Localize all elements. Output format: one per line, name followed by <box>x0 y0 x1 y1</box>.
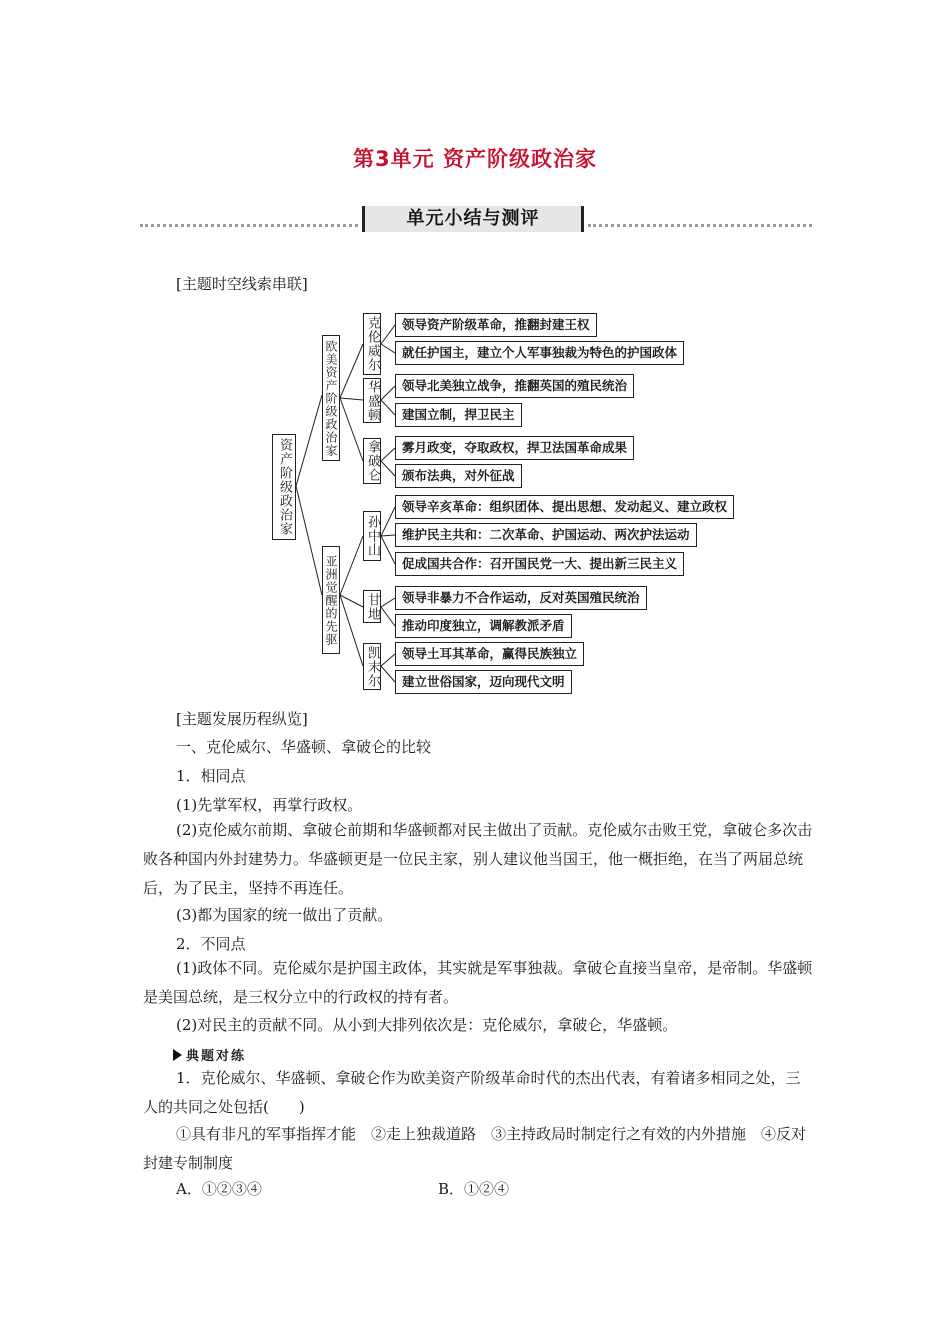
difference-point: (1)政体不同。克伦威尔是护国主政体，其实就是军事独裁。拿破仑直接当皇帝，是帝制。华盛顿是美国总统，是三权分立中的行政权的持有者。 <box>143 959 813 1006</box>
question-block <box>143 1064 815 1122</box>
triangle-icon <box>173 1049 182 1061</box>
difference-paragraph <box>143 954 815 1012</box>
section-label-timeline: [主题时空线索串联] <box>176 275 308 293</box>
similarity-point: (1)先掌军权，再掌行政权。 <box>176 796 363 814</box>
choice-a: A．①②③④ <box>176 1180 262 1198</box>
section-label-overview: [主题发展历程纵览] <box>176 710 308 728</box>
diagram-item: 推动印度独立，调解教派矛盾 <box>395 614 572 638</box>
diagram-item: 雾月政变，夺取政权，捍卫法国革命成果 <box>395 436 634 460</box>
question-options-block <box>143 1120 815 1178</box>
diagram-root-node: 资产阶级政治家 <box>272 434 296 540</box>
choice-b: B．①②④ <box>438 1180 510 1198</box>
diagram-item: 就任护国主，建立个人军事独裁为特色的护国政体 <box>395 341 684 365</box>
diagram-person-washington: 华盛顿 <box>365 379 380 422</box>
diagram-item: 建国立制，捍卫民主 <box>395 403 522 427</box>
diagram-branch-asia: 亚洲觉醒的先驱 <box>322 546 340 654</box>
section-heading: 一、克伦威尔、华盛顿、拿破仑的比较 <box>176 738 432 756</box>
diagram-item: 维护民主共和：二次革命、护国运动、两次护法运动 <box>395 523 697 547</box>
diagram-person-cromwell: 克伦威尔 <box>363 313 381 375</box>
diagram-person-ataturk: 凯末尔 <box>363 643 381 690</box>
diagram-item: 建立世俗国家，迈向现代文明 <box>395 670 572 694</box>
diagram-person-napoleon: 拿破仑 <box>365 440 380 482</box>
page-title: 第3单元 资产阶级政治家 <box>353 147 597 171</box>
subheading-similarities: 1．相同点 <box>176 767 246 785</box>
subheading-differences: 2．不同点 <box>176 935 246 953</box>
diagram-person-sun-yat-sen: 孙中山 <box>363 511 381 561</box>
diagram-item: 颁布法典，对外征战 <box>395 464 522 488</box>
banner-divider-right <box>588 224 812 227</box>
banner-divider-left <box>140 224 358 227</box>
difference-point: (2)对民主的贡献不同。从小到大排列依次是：克伦威尔，拿破仑，华盛顿。 <box>176 1016 678 1034</box>
question-options: ①具有非凡的军事指挥才能 ②走上独裁道路 ③主持政局时制定行之有效的内外措施 ④反对封建专制制度 <box>143 1125 807 1172</box>
question-stem: 1．克伦威尔、华盛顿、拿破仑作为欧美资产阶级革命时代的杰出代表，有着诸多相同之处，三人的共同之处包括( ) <box>143 1069 801 1116</box>
diagram-item: 促成国共合作：召开国民党一大、提出新三民主义 <box>395 552 684 576</box>
banner-label: 单元小结与测评 <box>362 206 584 232</box>
diagram-item: 领导辛亥革命：组织团体、提出思想、发动起义、建立政权 <box>395 495 734 519</box>
diagram-item: 领导非暴力不合作运动，反对英国殖民统治 <box>395 586 647 610</box>
similarity-point: (3)都为国家的统一做出了贡献。 <box>176 906 393 924</box>
section-banner <box>140 206 812 232</box>
diagram-item: 领导资产阶级革命，推翻封建王权 <box>395 313 597 337</box>
similarity-paragraph <box>143 816 815 903</box>
practice-tag-label: 典题对练 <box>186 1049 247 1064</box>
diagram-item: 领导土耳其革命，赢得民族独立 <box>395 642 584 666</box>
diagram-person-gandhi: 甘地 <box>363 590 381 623</box>
similarity-point: (2)克伦威尔前期、拿破仑前期和华盛顿都对民主做出了贡献。克伦威尔击败王党，拿破仑多次击败各种国内外封建势力。华盛顿更是一位民主家，别人建议他当国王，他一概拒绝，在当了两届总统后，为了民主，坚持不再连任。 <box>143 821 813 897</box>
practice-tag <box>173 1045 246 1064</box>
diagram-item: 领导北美独立战争，推翻英国的殖民统治 <box>395 374 634 398</box>
diagram-branch-europe-america: 欧美资产阶级政治家 <box>322 335 340 461</box>
